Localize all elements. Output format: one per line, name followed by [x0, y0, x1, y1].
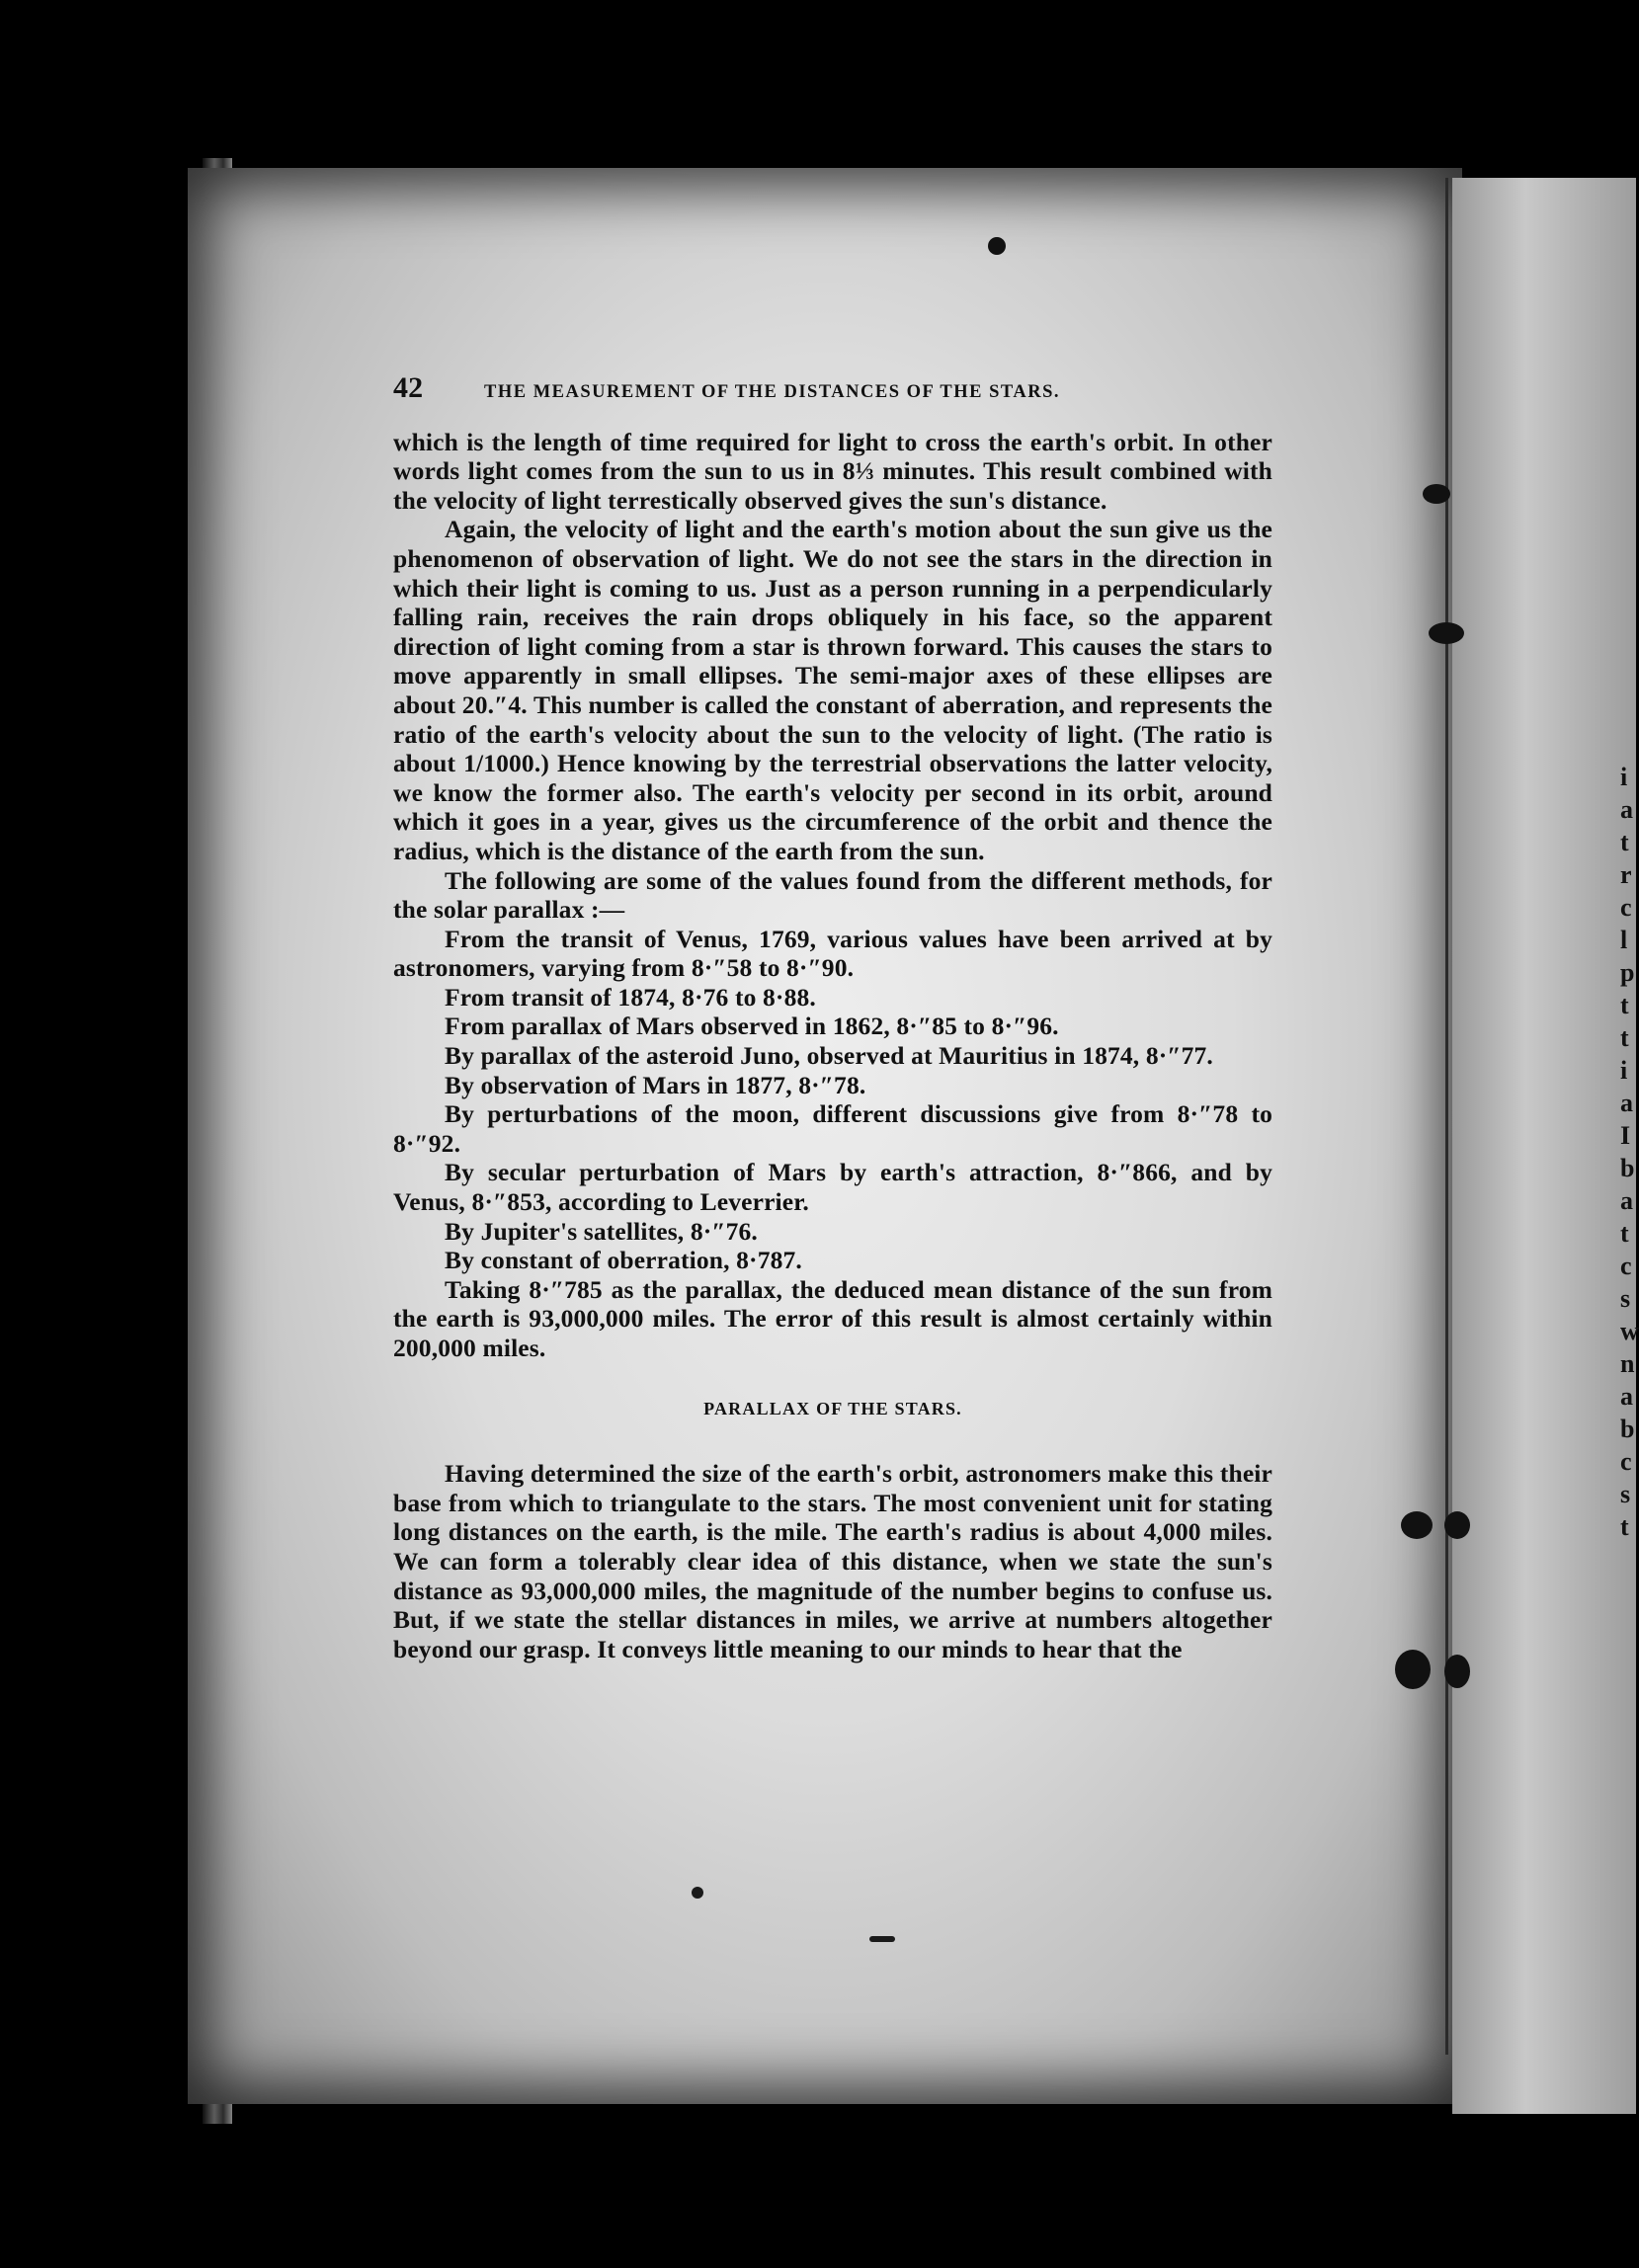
binding-hole — [1401, 1511, 1433, 1539]
page-blemish — [869, 1936, 895, 1942]
paragraph: which is the length of time required for light to cross the earth's orbit. In other words light comes from the sun to us in 8⅓ minutes. This result combined with the velocity of light terrestically observed gives the sun's distance. — [393, 427, 1272, 515]
parallax-value-item: By Jupiter's satellites, 8·″76. — [445, 1216, 758, 1246]
parallax-value-item: By secular perturbation of Mars by earth's attraction, 8·″866, and by Venus, 8·″853, according to Leverrier. — [393, 1158, 1272, 1217]
page-header — [393, 373, 1272, 408]
page-content — [393, 373, 1272, 1663]
page-blemish — [692, 1887, 703, 1899]
binding-hole — [1444, 1655, 1470, 1688]
binding-hole — [1395, 1650, 1431, 1689]
binding-mark — [1429, 622, 1464, 644]
binding-hole — [1444, 1511, 1470, 1539]
binding-mark — [1423, 484, 1450, 504]
paragraph: The following are some of the values found from the different methods, for the solar parallax :— — [393, 865, 1272, 925]
parallax-value-item: By observation of Mars in 1877, 8·″78. — [445, 1070, 866, 1099]
facing-page — [1452, 178, 1639, 2114]
parallax-value-item: By perturbations of the moon, different discussions give from 8·″78 to 8·″92. — [393, 1099, 1272, 1158]
parallax-value-item: From parallax of Mars observed in 1862, 8·″85 to 8·″96. — [445, 1012, 1059, 1041]
page-gutter — [1445, 178, 1448, 2055]
parallax-value-item: From the transit of Venus, 1769, various values have been arrived at by astronomers, varying from 8·″58 to 8·″90. — [393, 924, 1272, 983]
running-head: THE MEASUREMENT OF THE DISTANCES OF THE STARS. — [484, 382, 1061, 402]
facing-page-text: i a t r c l p t t i a I b a t c s w n a b c s t — [1620, 763, 1639, 1541]
punch-hole — [988, 237, 1006, 255]
page-number: 42 — [393, 371, 424, 404]
paragraph: Again, the velocity of light and the earth's motion about the sun give us the phenomenon of observation of light. We do not see the stars in the direction in which their light is coming to us. Just as a person running in a perpendicularly falling rain, receives the rain drops obliquely in his face, so the apparent direction of light coming from a star is thrown forward. This causes the stars to move apparently in small ellipses. The semi-major axes of these ellipses are about 20.″4. This number is called the constant of aberration, and represents the ratio of the earth's velocity about the sun to the velocity of light. (The ratio is about 1/1000.) Hence knowing by the terrestrial observations the latter velocity, we know the former also. The earth's velocity per second in its orbit, around which it goes in a year, gives us the circumference of the orbit and thence the radius, which is the distance of the earth from the sun. — [393, 515, 1272, 865]
section-title: PARALLAX OF THE STARS. — [703, 1398, 962, 1418]
parallax-value-item: From transit of 1874, 8·76 to 8·88. — [445, 982, 816, 1012]
parallax-value-item: By parallax of the asteroid Juno, observed at Mauritius in 1874, 8·″77. — [445, 1041, 1213, 1071]
paragraph: Having determined the size of the earth's orbit, astronomers make this their base from which to triangulate to the stars. The most convenient unit for stating long distances on the earth, is the mile. The earth's radius is about 4,000 miles. We can form a tolerably clear idea of this distance, when we state the sun's distance as 93,000,000 miles, the magnitude of the number begins to confuse us. But, if we state the stellar distances in miles, we arrive at numbers altogether beyond our grasp. It conveys little meaning to our minds to hear that the — [393, 1459, 1272, 1663]
paragraph: Taking 8·″785 as the parallax, the deduced mean distance of the sun from the earth is 93,000,000 miles. The error of this result is almost certainly within 200,000 miles. — [393, 1274, 1272, 1362]
parallax-value-item: By constant of oberration, 8·787. — [445, 1246, 802, 1275]
